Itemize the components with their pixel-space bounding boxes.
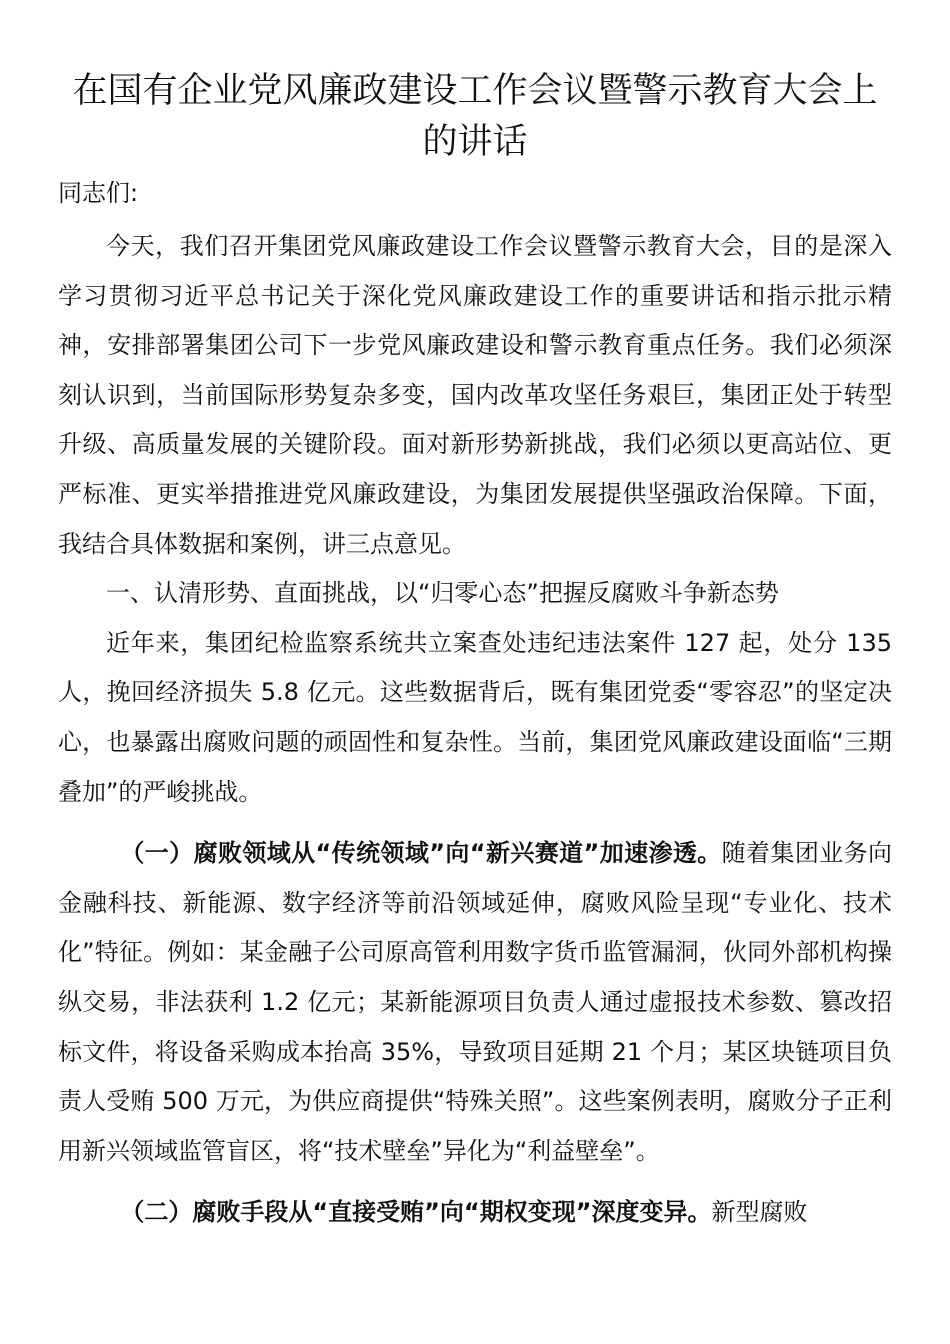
point-1-paragraph bbox=[58, 829, 892, 1176]
document-title: 在国有企业党风廉政建设工作会议暨警示教育大会上的讲话 bbox=[72, 71, 878, 162]
salutation: 同志们: bbox=[58, 179, 139, 207]
point-1-lead: （一）腐败领域从“传统领域”向“新兴赛道”加速渗透。 bbox=[120, 839, 722, 868]
intro-paragraph: 今天，我们召开集团党风廉政建设工作会议暨警示教育大会，目的是深入学习贯彻习近平总书记关于深化党风廉政建设工作的重要讲话和指示批示精神，安排部署集团公司下一步党风廉政建设和警示教育重点任务。我们必须深刻认识到，当前国际形势复杂多变，国内改革攻坚任务艰巨，集团正处于转型升级、高质量发展的关键阶段。面对新形势新挑战，我们必须以更高站位、更严标准、更实举措推进党风廉政建设，为集团发展提供坚强政治保障。下面，我结合具体数据和案例，讲三点意见。 bbox=[58, 232, 892, 558]
point-1-body: 随着集团业务向金融科技、新能源、数字经济等前沿领域延伸，腐败风险呈现“专业化、技术化”特征。例如：某金融子公司原高管利用数字货币监管漏洞，伙同外部机构操纵交易，非法获利 1.2 亿元；某新能源项目负责人通过虚报技术参数、篡改招标文件，将设备采购成本抬高 35%，导致项目延期 21 个月；某区块链项目负责人受贿 500 万元，为供应商提供“特殊关照”。这些案例表明，腐败分子正利用新兴领域监管盲区，将“技术壁垒”异化为“利益壁垒”。 bbox=[58, 839, 893, 1165]
section-1-paragraph: 近年来，集团纪检监察系统共立案查处违纪违法案件 127 起，处分 135 人，挽回经济损失 5.8 亿元。这些数据背后，既有集团党委“零容忍”的坚定决心，也暴露出腐败问题的顽固性和复杂性。当前，集团党风廉政建设面临“三期叠加”的严峻挑战。 bbox=[58, 628, 892, 806]
point-2-lead: （二）腐败手段从“直接受贿”向“期权变现”深度变异。 bbox=[120, 1198, 712, 1227]
point-2-body: 新型腐败 bbox=[711, 1198, 808, 1227]
point-2-paragraph bbox=[58, 1188, 892, 1238]
section-1-heading: 一、认清形势、直面挑战，以“归零心态”把握反腐败斗争新态势 bbox=[106, 579, 779, 608]
